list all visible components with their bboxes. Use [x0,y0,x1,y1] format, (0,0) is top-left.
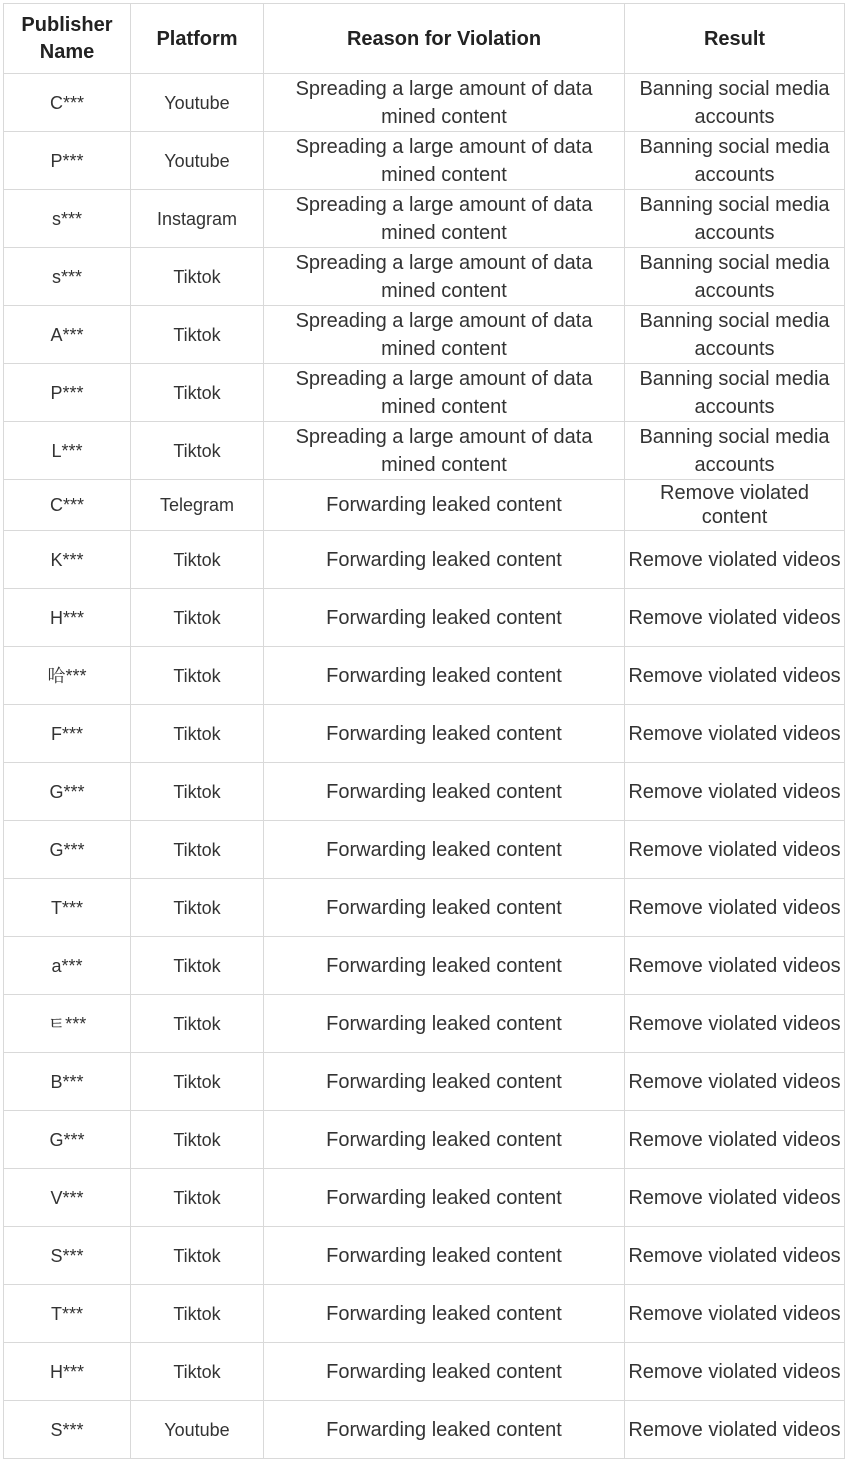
cell-reason: Spreading a large amount of data mined content [264,364,625,422]
table-row [4,995,845,1053]
column-header-publisher-name: Publisher Name [4,4,131,74]
table-row [4,306,845,364]
table-row [4,1343,845,1401]
cell-platform: Tiktok [131,1053,264,1111]
table-row [4,531,845,589]
table-row [4,705,845,763]
cell-result: Remove violated videos [625,1401,845,1459]
cell-platform: Tiktok [131,1343,264,1401]
cell-reason: Forwarding leaked content [264,1227,625,1285]
cell-publisher-name: V*** [4,1169,131,1227]
cell-reason: Forwarding leaked content [264,589,625,647]
cell-result: Remove violated videos [625,937,845,995]
cell-reason: Forwarding leaked content [264,1053,625,1111]
table-row [4,879,845,937]
cell-platform: Tiktok [131,364,264,422]
cell-publisher-name: s*** [4,190,131,248]
cell-publisher-name: G*** [4,763,131,821]
cell-reason: Forwarding leaked content [264,1111,625,1169]
table-row [4,589,845,647]
table-row [4,248,845,306]
column-header-result: Result [625,4,845,74]
column-header-platform: Platform [131,4,264,74]
cell-publisher-name: C*** [4,480,131,531]
cell-platform: Tiktok [131,821,264,879]
cell-reason: Forwarding leaked content [264,705,625,763]
cell-reason: Forwarding leaked content [264,763,625,821]
cell-reason: Spreading a large amount of data mined content [264,74,625,132]
cell-reason: Forwarding leaked content [264,1401,625,1459]
cell-reason: Spreading a large amount of data mined content [264,306,625,364]
cell-result: Remove violated videos [625,1053,845,1111]
table-row [4,647,845,705]
cell-result: Remove violated videos [625,879,845,937]
cell-publisher-name: C*** [4,74,131,132]
cell-publisher-name: T*** [4,879,131,937]
cell-platform: Tiktok [131,248,264,306]
table-row [4,364,845,422]
cell-result: Banning social media accounts [625,364,845,422]
cell-publisher-name: H*** [4,589,131,647]
cell-platform: Tiktok [131,531,264,589]
cell-platform: Tiktok [131,937,264,995]
cell-platform: Tiktok [131,1227,264,1285]
cell-result: Remove violated videos [625,589,845,647]
cell-platform: Youtube [131,132,264,190]
cell-reason: Spreading a large amount of data mined content [264,132,625,190]
table-row [4,190,845,248]
cell-reason: Forwarding leaked content [264,821,625,879]
cell-platform: Tiktok [131,995,264,1053]
table-row [4,74,845,132]
cell-result: Remove violated videos [625,1111,845,1169]
cell-reason: Spreading a large amount of data mined content [264,422,625,480]
cell-result: Banning social media accounts [625,422,845,480]
table-body [4,74,845,1459]
cell-publisher-name: A*** [4,306,131,364]
cell-publisher-name: L*** [4,422,131,480]
table-row [4,1227,845,1285]
cell-platform: Tiktok [131,1169,264,1227]
cell-reason: Forwarding leaked content [264,480,625,531]
cell-publisher-name: P*** [4,364,131,422]
cell-result: Banning social media accounts [625,306,845,364]
cell-reason: Forwarding leaked content [264,647,625,705]
cell-result: Remove violated videos [625,763,845,821]
cell-result: Banning social media accounts [625,190,845,248]
cell-platform: Tiktok [131,1111,264,1169]
table-row [4,1053,845,1111]
cell-publisher-name: ㅌ*** [4,995,131,1053]
cell-publisher-name: S*** [4,1401,131,1459]
cell-platform: Tiktok [131,422,264,480]
cell-publisher-name: S*** [4,1227,131,1285]
cell-result: Remove violated videos [625,647,845,705]
cell-reason: Forwarding leaked content [264,1169,625,1227]
table-row [4,1169,845,1227]
table-row [4,821,845,879]
cell-result: Remove violated videos [625,705,845,763]
cell-publisher-name: a*** [4,937,131,995]
cell-result: Remove violated content [625,480,845,531]
cell-result: Remove violated videos [625,995,845,1053]
header-row [4,4,845,74]
cell-platform: Tiktok [131,647,264,705]
table-row [4,132,845,190]
cell-publisher-name: B*** [4,1053,131,1111]
table-row [4,422,845,480]
cell-reason: Spreading a large amount of data mined content [264,248,625,306]
table-header [4,4,845,74]
cell-reason: Forwarding leaked content [264,531,625,589]
cell-platform: Instagram [131,190,264,248]
cell-platform: Tiktok [131,1285,264,1343]
cell-publisher-name: G*** [4,1111,131,1169]
cell-reason: Forwarding leaked content [264,937,625,995]
cell-result: Banning social media accounts [625,132,845,190]
violations-table-container [3,3,844,1459]
cell-platform: Tiktok [131,763,264,821]
cell-result: Banning social media accounts [625,248,845,306]
cell-result: Remove violated videos [625,821,845,879]
cell-reason: Spreading a large amount of data mined content [264,190,625,248]
table-row [4,763,845,821]
cell-platform: Tiktok [131,879,264,937]
cell-result: Remove violated videos [625,531,845,589]
cell-platform: Tiktok [131,705,264,763]
cell-result: Remove violated videos [625,1285,845,1343]
cell-publisher-name: s*** [4,248,131,306]
table-row [4,480,845,531]
table-row [4,937,845,995]
cell-platform: Youtube [131,1401,264,1459]
cell-platform: Telegram [131,480,264,531]
cell-reason: Forwarding leaked content [264,1343,625,1401]
cell-publisher-name: K*** [4,531,131,589]
cell-publisher-name: 哈*** [4,647,131,705]
cell-reason: Forwarding leaked content [264,995,625,1053]
cell-platform: Tiktok [131,306,264,364]
cell-publisher-name: T*** [4,1285,131,1343]
table-row [4,1285,845,1343]
cell-publisher-name: H*** [4,1343,131,1401]
cell-publisher-name: F*** [4,705,131,763]
cell-publisher-name: P*** [4,132,131,190]
cell-platform: Youtube [131,74,264,132]
cell-platform: Tiktok [131,589,264,647]
table-row [4,1401,845,1459]
table-row [4,1111,845,1169]
cell-result: Remove violated videos [625,1343,845,1401]
cell-reason: Forwarding leaked content [264,1285,625,1343]
cell-reason: Forwarding leaked content [264,879,625,937]
column-header-reason: Reason for Violation [264,4,625,74]
violations-table [3,3,845,1459]
cell-result: Remove violated videos [625,1169,845,1227]
cell-publisher-name: G*** [4,821,131,879]
cell-result: Banning social media accounts [625,74,845,132]
cell-result: Remove violated videos [625,1227,845,1285]
